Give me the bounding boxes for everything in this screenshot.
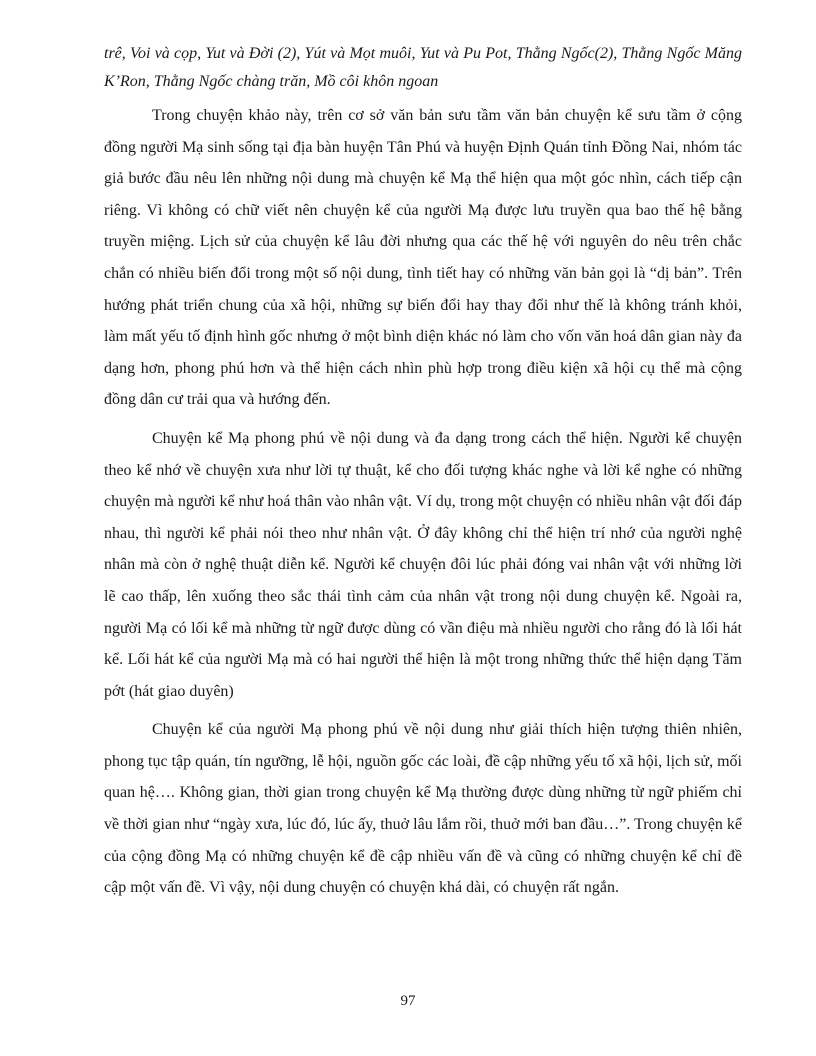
paragraph-2: Chuyện kể Mạ phong phú về nội dung và đa dạng trong cách thể hiện. Người kể chuyện theo kể nhớ về chuyện xưa như lời tự thuật, kể cho đối tượng khác nghe và lời kể nghe có những chuyện mà người kể như hoá thân vào nhân vật. Ví dụ, trong một chuyện có nhiều nhân vật đối đáp nhau, thì người kể phải nói theo như nhân vật. Ở đây không chỉ thể hiện trí nhớ của người nghệ nhân mà còn ở nghệ thuật diễn kể. Người kể chuyện đôi lúc phải đóng vai nhân vật với những lời lẽ cao thấp, lên xuống theo sắc thái tình cảm của nhân vật trong nội dung chuyện kể. Ngoài ra, người Mạ có lối kể mà những từ ngữ được dùng có vần điệu mà nhiều người cho rằng đó là lối hát kể. Lối hát kể của người Mạ mà có hai người thể hiện là một trong những thức thể hiện dạng Tăm pớt (hát giao duyên) — [104, 429, 742, 700]
body-text — [104, 40, 742, 904]
intro-story-list: trê, Voi và cọp, Yut và Đời (2), Yút và Mọt muôi, Yut và Pu Pot, Thằng Ngốc(2), Thằng Ngốc Măng K’Ron, Thằng Ngốc chàng trăn, Mồ côi khôn ngoan — [104, 45, 742, 90]
paragraph-1: Trong chuyện khảo này, trên cơ sở văn bản sưu tầm văn bản chuyện kể sưu tầm ở cộng đồng người Mạ sinh sống tại địa bàn huyện Tân Phú và huyện Định Quán tỉnh Đồng Nai, nhóm tác giả bước đầu nêu lên những nội dung mà chuyện kể Mạ thể hiện qua một góc nhìn, cách tiếp cận riêng. Vì không có chữ viết nên chuyện kể của người Mạ được lưu truyền qua bao thế hệ bằng truyền miệng. Lịch sử của chuyện kể lâu đời nhưng qua các thế hệ với nguyên do nêu trên chắc chắn có nhiều biến đổi trong một số nội dung, tình tiết hay có những văn bản gọi là “dị bản”. Trên hướng phát triển chung của xã hội, những sự biến đổi hay thay đổi như thế là không tránh khỏi, làm mất yếu tố định hình gốc nhưng ở một bình diện khác nó làm cho vốn văn hoá dân gian này đa dạng hơn, phong phú hơn và thể hiện cách nhìn phù hợp trong điều kiện xã hội cụ thể mà cộng đồng dân cư trải qua và hướng đến. — [104, 107, 742, 409]
page-number: 97 — [400, 993, 416, 1009]
paragraph-3: Chuyện kể của người Mạ phong phú về nội dung như giải thích hiện tượng thiên nhiên, phong tục tập quán, tín ngưỡng, lễ hội, nguồn gốc các loài, đề cập những yếu tố xã hội, lịch sử, mối quan hệ…. Không gian, thời gian trong chuyện kể Mạ thường được dùng những từ ngữ phiếm chỉ về thời gian như “ngày xưa, lúc đó, lúc ấy, thuở lâu lắm rồi, thuở mới ban đầu…”. Trong chuyện kể của cộng đồng Mạ có những chuyện kể đề cập nhiều vấn đề và cũng có những chuyện kể chỉ đề cập một vấn đề. Vì vậy, nội dung chuyện có chuyện khá dài, có chuyện rất ngắn. — [104, 721, 742, 897]
